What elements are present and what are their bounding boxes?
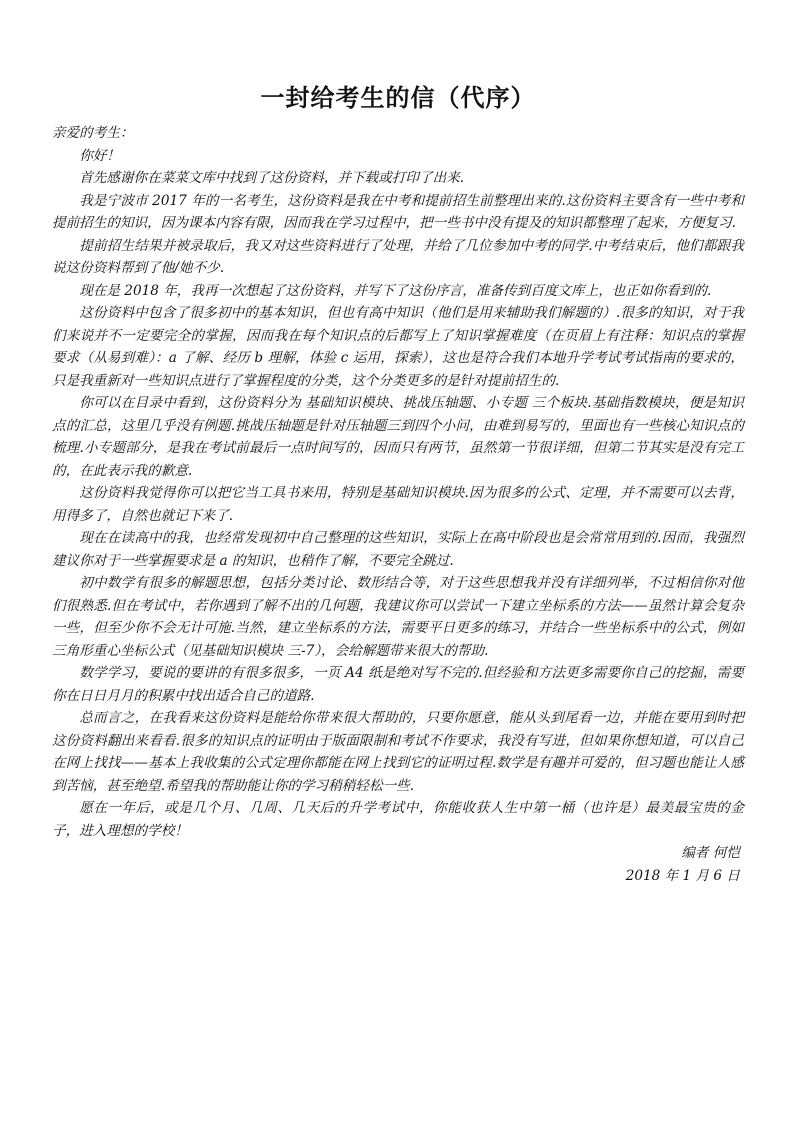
paragraph-difficulty-levels: 这份资料中包含了很多初中的基本知识，但也有高中知识（他们是用来辅助我们解题的）.很多的知识，对于我们来说并不一定要完全的掌握，因而我在每个知识点的后都写上了知识掌握难度（在页眉上有注释：知识点的掌握要求（从易到难）：a 了解、经历 b 理解，体验 c 运用，探索），这也是符合我们本地升学考试考试指南的要求的，只是我重新对一些知识点进行了掌握程度的分类，这个分类更多的是针对提前招生的. (52, 305, 744, 389)
date: 2018 年 1 月 6 日 (625, 867, 740, 884)
paragraph-summary: 总而言之，在我看来这份资料是能给你带来很大帮助的，只要你愿意，能从头到尾看一边，并能在要用到时把这份资料翻出来看看.很多的知识点的证明由于版面限制和考试不作要求，我没有写进，但如果你想知道，可以自己在网上找找——基本上我收集的公式定理你都能在网上找到它的证明过程.数学是有趣并可爱的，但习题也能让人感到苦恼，甚至绝望.希望我的帮助能让你的学习稍稍轻松一些. (52, 710, 744, 794)
paragraph-thanks: 首先感谢你在菜菜文库中找到了这份资料，并下载或打印了出来. (79, 170, 465, 186)
paragraph-structure: 你可以在目录中看到，这份资料分为 基础知识模块、挑战压轴题、小专题 三个板块.基础指数模块，便是知识点的汇总，这里几乎没有例题.挑战压轴题是针对压轴题三到四个小问，由难到易写的，里面也有一些核心知识点的梳理.小专题部分，是我在考试前最后一点时间写的，因而只有两节，虽然第一节很详细，但第二节其实是没有完工的，在此表示我的歉意. (52, 395, 744, 479)
paragraph-preface-2018: 现在是 2018 年，我再一次想起了这份资料，并写下了这份序言，准备传到百度文库上，也正如你看到的. (79, 282, 712, 299)
paragraph-high-school: 现在在读高中的我，也经常发现初中自己整理的这些知识，实际上在高中阶段也是会常常用到的.因而，我强烈建议你对于一些掌握要求是 a 的知识，也稍作了解，不要完全跳过. (52, 530, 744, 569)
signature: 编者 何恺 (681, 845, 740, 861)
paragraph-wishes: 愿在一年后，或是几个月、几周、几天后的升学考试中，你能收获人生中第一桶（也许是）最美最宝贵的金子，进入理想的学校！ (52, 800, 744, 839)
letter-body (52, 122, 744, 887)
paragraph-author-intro: 我是宁波市 2017 年的一名考生，这份资料是我在中考和提前招生前整理出来的.这份资料主要含有一些中考和提前招生的知识，因为课本内容有限，因而我在学习过程中，把一些书中没有提及的知识都整理了起来，方便复习. (52, 192, 744, 231)
paragraph-tool-book: 这份资料我觉得你可以把它当工具书来用，特别是基础知识模块.因为很多的公式、定理，并不需要可以去背，用得多了，自然也就记下来了. (52, 485, 744, 524)
paragraph-math-learning: 数学学习，要说的要讲的有很多很多，一页 A4 纸是绝对写不完的.但经验和方法更多需要你自己的挖掘，需要你在日日月月的积累中找出适合自己的道路. (52, 665, 744, 704)
greeting: 你好！ (79, 147, 120, 164)
paragraph-after-admission: 提前招生结果并被录取后，我又对这些资料进行了处理，并给了几位参加中考的同学.中考结束后，他们都跟我说这份资料帮到了他/她不少. (52, 237, 744, 276)
document-title: 一封给考生的信（代序） (260, 84, 536, 112)
paragraph-problem-solving: 初中数学有很多的解题思想，包括分类讨论、数形结合等，对于这些思想我并没有详细列举，不过相信你对他们很熟悉.但在考试中，若你遇到了解不出的几何题，我建议你可以尝试一下建立坐标系的方法——虽然计算会复杂一些，但至少你不会无计可施.当然，建立坐标系的方法，需要平日更多的练习，并结合一些坐标系中的公式，例如三角形重心坐标公式（见基础知识模块 三-7），会给解题带来很大的帮助. (52, 575, 744, 659)
salutation: 亲爱的考生： (52, 125, 134, 141)
